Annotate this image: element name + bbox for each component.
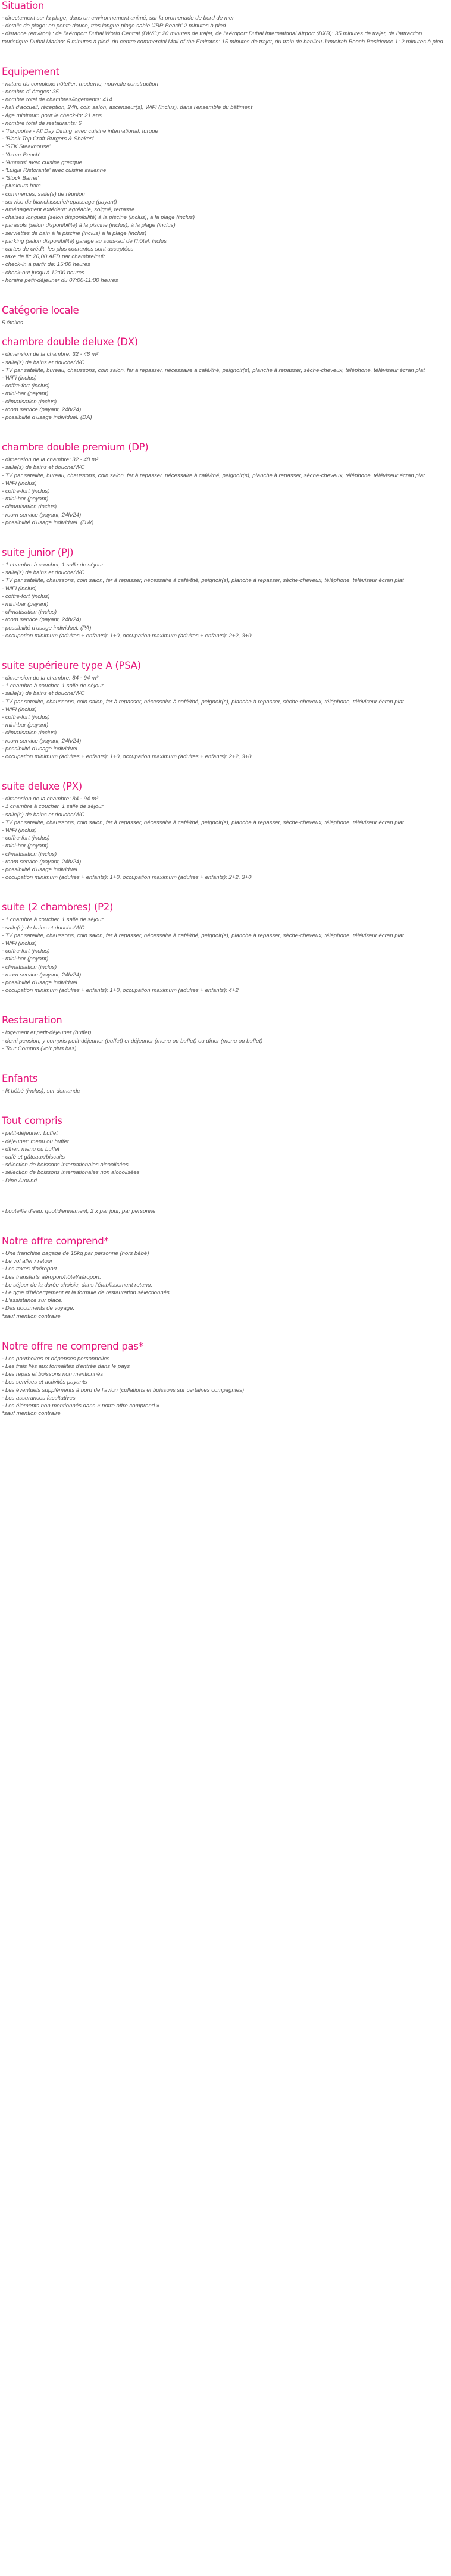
list-item: - distance (environ) : de l'aéroport Dubai World Central (DWC): 20 minutes de trajet, de l'aéroport Dubai International Airport (DXB): 35 minutes de trajet, de l'attraction touristique Dubai Marina: 5 minutes à pied, du centre commercial Mall of the Emirates: 15 minutes de trajet, du train de banlieu Jumeirah Beach Residence 1: 2 minutes à pied	[2, 30, 443, 45]
list-item: - cartes de crédit: les plus courantes sont acceptées	[2, 246, 134, 253]
list-item: - salle(s) de bains et douche/WC	[2, 811, 85, 818]
list-item: - mini-bar (payant)	[2, 722, 49, 729]
section-title: chambre double deluxe (DX)	[2, 336, 138, 348]
section-title: Notre offre ne comprend pas*	[2, 1340, 143, 1352]
section-room-px	[2, 781, 449, 881]
list-item: - salle(s) de bains et douche/WC	[2, 690, 85, 697]
section-categorie	[2, 305, 449, 327]
list-item: - Les repas et boissons non mentionnés	[2, 1371, 104, 1378]
list-item: - sélection de boissons internationales non alcoolisées	[2, 1169, 140, 1176]
list-item: - TV par satellite, bureau, chaussons, coin salon, fer à repasser, nécessaire à café/thé, peignoir(s), planche à repasser, sèche-cheveux, téléphone, téléviseur écran plat	[2, 472, 425, 479]
list-item: - details de plage: en pente douce, très longue plage sable 'JBR Beach' 2 minutes à pied	[2, 23, 226, 30]
list-item: - Une franchise bagage de 15kg par personne (hors bébé)	[2, 1250, 149, 1257]
section-title: suite supérieure type A (PSA)	[2, 659, 141, 671]
list-item: - café et gâteaux/biscuits	[2, 1153, 65, 1160]
section-lines	[2, 795, 449, 881]
list-item: - WiFi (inclus)	[2, 480, 37, 487]
section-room-pj	[2, 547, 449, 640]
list-item: - 1 chambre à coucher, 1 salle de séjour	[2, 561, 104, 568]
list-item: - plusieurs bars	[2, 183, 41, 190]
list-item: - room service (payant, 24h/24)	[2, 737, 82, 744]
list-item: - coffre-fort (inclus)	[2, 593, 50, 600]
list-item: - climatisation (inclus)	[2, 963, 57, 971]
list-item: - Tout Compris (voir plus bas)	[2, 1045, 77, 1052]
list-item: - dimension de la chambre: 32 - 48 m²	[2, 351, 99, 358]
list-item: - Le type d'hébergement et la formule de restauration sélectionnés.	[2, 1289, 171, 1296]
section-title: Enfants	[2, 1073, 38, 1085]
list-item: - Dine Around	[2, 1177, 37, 1184]
section-situation	[2, 0, 449, 46]
section-lines	[2, 14, 449, 46]
list-item: - 'Turquoise - All Day Dining' avec cuisine international, turque	[2, 128, 158, 135]
section-restauration	[2, 1015, 449, 1053]
section-title: Equipement	[2, 65, 59, 77]
list-item: - salle(s) de bains et douche/WC	[2, 924, 85, 931]
list-item: - climatisation (inclus)	[2, 398, 57, 405]
section-room-dp	[2, 442, 449, 527]
list-item: - Le séjour de la durée choisie, dans l'établissement retenu.	[2, 1281, 153, 1288]
list-item: - mini-bar (payant)	[2, 496, 49, 503]
list-item: - dimension de la chambre: 84 - 94 m²	[2, 796, 99, 803]
section-room-p2	[2, 902, 449, 994]
list-item: - climatisation (inclus)	[2, 503, 57, 511]
section-title: Restauration	[2, 1015, 62, 1026]
list-item: - occupation minimum (adultes + enfants): 1+0, occupation maximum (adultes + enfants): 2+2, 3+0	[2, 753, 252, 760]
list-item: - mini-bar (payant)	[2, 956, 49, 963]
list-item: - Les assurances facultatives	[2, 1394, 76, 1401]
list-item: *sauf mention contraire	[2, 1313, 61, 1320]
list-item: - WiFi (inclus)	[2, 706, 37, 713]
list-item: - salle(s) de bains et douche/WC	[2, 464, 85, 471]
list-item: - WiFi (inclus)	[2, 940, 37, 947]
section-title: Situation	[2, 0, 45, 11]
list-item: - 'STK Steakhouse'	[2, 143, 51, 151]
list-item: - WiFi (inclus)	[2, 827, 37, 834]
list-item: - 1 chambre à coucher, 1 salle de séjour	[2, 803, 104, 810]
list-item: - logement et petit-déjeuner (buffet)	[2, 1029, 92, 1037]
list-item: - room service (payant, 24h/24)	[2, 406, 82, 413]
list-item: - mini-bar (payant)	[2, 600, 49, 608]
section-title: suite deluxe (PX)	[2, 781, 82, 793]
list-item: - dimension de la chambre: 32 - 48 m²	[2, 456, 99, 464]
section-lines	[2, 1129, 449, 1184]
list-item: - possibilité d'usage individuel. (DA)	[2, 414, 92, 421]
list-item: - Les frais liés aux formalités d'entrée dans le pays	[2, 1363, 130, 1370]
list-item: - nature du complexe hôtelier: moderne, nouvelle construction	[2, 80, 158, 87]
list-item: - 'Black Top Craft Burgers & Shakes'	[2, 136, 94, 143]
section-offre-comprend	[2, 1235, 449, 1320]
list-item: - Les transferts aéroport/hôtel/aéroport.	[2, 1273, 101, 1281]
list-item: - 'Azure Beach'	[2, 151, 40, 158]
list-item: - check-out jusqu'à 12:00 heures	[2, 269, 84, 276]
section-equipement	[2, 66, 449, 284]
list-item: - 'Stock Barrel'	[2, 175, 39, 182]
list-item: - possibilité d'usage individuel	[2, 745, 77, 752]
list-item: - coffre-fort (inclus)	[2, 948, 50, 955]
list-item: - occupation minimum (adultes + enfants): 1+0, occupation maximum (adultes + enfants): 4+2	[2, 987, 239, 994]
section-lines	[2, 561, 449, 640]
list-item: - mini-bar (payant)	[2, 843, 49, 850]
list-item: - occupation minimum (adultes + enfants): 1+0, occupation maximum (adultes + enfants): 2+2, 3+0	[2, 632, 252, 639]
list-item: - TV par satellite, chaussons, coin salon, fer à repasser, nécessaire à café/thé, peignoir(s), planche à repasser, sèche-cheveux, téléphone, téléviseur écran plat	[2, 698, 404, 705]
list-item: - commerces, salle(s) de réunion	[2, 190, 85, 198]
list-item: - room service (payant, 24h/24)	[2, 971, 82, 978]
list-item: - climatisation (inclus)	[2, 850, 57, 857]
list-item: - salle(s) de bains et douche/WC	[2, 569, 85, 577]
list-item: - aménagement extérieur: agréable, soigné, terrasse	[2, 206, 135, 214]
section-offre-ne-comprend-pas	[2, 1341, 449, 1418]
list-item: - possibilité d'usage individuel	[2, 866, 77, 874]
list-item: - room service (payant, 24h/24)	[2, 858, 82, 865]
section-title: chambre double premium (DP)	[2, 442, 149, 453]
list-item: - TV par satellite, chaussons, coin salon, fer à repasser, nécessaire à café/thé, peignoir(s), planche à repasser, sèche-cheveux, téléphone, téléviseur écran plat	[2, 577, 404, 584]
list-item: - mini-bar (payant)	[2, 390, 49, 397]
list-item: - Les services et activités payants	[2, 1379, 87, 1386]
list-item: - petit-déjeuner: buffet	[2, 1130, 58, 1137]
list-item: - possibilité d'usage individuel. (DW)	[2, 519, 94, 526]
section-lines	[2, 916, 449, 994]
list-item: - possibilité d'usage individuel. (PA)	[2, 624, 92, 631]
section-room-psa	[2, 660, 449, 760]
list-item: - nombre total de restaurants: 6	[2, 120, 82, 127]
list-item: - TV par satellite, bureau, chaussons, coin salon, fer à repasser, nécessaire à café/thé, peignoir(s), planche à repasser, sèche-cheveux, téléphone, téléviseur écran plat	[2, 367, 425, 374]
list-item: - L'assistance sur place.	[2, 1297, 63, 1304]
list-item: *sauf mention contraire	[2, 1410, 61, 1417]
list-item: - nombre total de chambres/logements: 414	[2, 96, 112, 104]
list-item: - Les pourboires et dépenses personnelles	[2, 1355, 110, 1362]
list-item: - parasols (selon disponibilité) à la piscine (inclus), à la plage (inclus)	[2, 222, 176, 229]
note-line: - bouteille d'eau: quotidiennement, 2 x par jour, par personne	[2, 1207, 156, 1215]
list-item: - directement sur la plage, dans un environnement animé, sur la promenade de bord de mer	[2, 15, 234, 21]
list-item: - climatisation (inclus)	[2, 609, 57, 616]
list-item: - WiFi (inclus)	[2, 585, 37, 592]
list-item: - salle(s) de bains et douche/WC	[2, 359, 85, 366]
section-lines	[2, 674, 449, 760]
list-item: - 'Luigia Ristorante' avec cuisine italienne	[2, 167, 107, 174]
section-title: Catégorie locale	[2, 305, 79, 317]
list-item: - Les éléments non mentionnés dans « notre offre comprend »	[2, 1402, 160, 1409]
section-lines	[2, 1355, 449, 1418]
section-lines	[2, 350, 449, 421]
section-title: suite junior (PJ)	[2, 546, 74, 558]
list-item: - Les taxes d'aéroport.	[2, 1266, 59, 1273]
list-item: - room service (payant, 24h/24)	[2, 511, 82, 518]
section-title: suite (2 chambres) (P2)	[2, 902, 114, 913]
list-item: - déjeuner: menu ou buffet	[2, 1138, 69, 1145]
list-item: - Le vol aller / retour	[2, 1258, 53, 1265]
section-lines	[2, 1087, 449, 1095]
list-item: - chaises longues (selon disponibilité) à la piscine (inclus), à la plage (inclus)	[2, 214, 195, 221]
list-item: - âge minimum pour le check-in: 21 ans	[2, 112, 102, 119]
section-lines	[2, 319, 449, 327]
section-room-dx	[2, 336, 449, 421]
list-item: - sélection de boissons internationales alcoolisées	[2, 1162, 129, 1169]
list-item: - room service (payant, 24h/24)	[2, 616, 82, 624]
list-item: - coffre-fort (inclus)	[2, 835, 50, 842]
list-item: - nombre d' étages: 35	[2, 89, 59, 96]
list-item: - parking (selon disponibilité) garage au sous-sol de l'hôtel: inclus	[2, 237, 167, 245]
section-lines	[2, 1029, 449, 1053]
list-item: - serviettes de bain à la piscine (inclus) à la plage (inclus)	[2, 230, 147, 237]
section-tout-compris	[2, 1115, 449, 1215]
section-lines	[2, 80, 449, 284]
list-item: - coffre-fort (inclus)	[2, 487, 50, 494]
list-item: - taxe de lit: 20,00 AED par chambre/nuit	[2, 253, 105, 261]
list-item: - occupation minimum (adultes + enfants): 1+0, occupation maximum (adultes + enfants): 2+2, 3+0	[2, 874, 252, 881]
list-item: 5 étoiles	[2, 320, 23, 327]
section-enfants	[2, 1073, 449, 1095]
list-item: - Les éventuels suppléments à bord de l'avion (collations et boissons sur certaines compagnies)	[2, 1386, 245, 1394]
list-item: - TV par satellite, chaussons, coin salon, fer à repasser, nécessaire à café/thé, peignoir(s), planche à repasser, sèche-cheveux, téléphone, téléviseur écran plat	[2, 932, 404, 939]
section-title: Notre offre comprend*	[2, 1235, 109, 1247]
section-lines	[2, 456, 449, 527]
list-item: - lit bébé (inclus), sur demande	[2, 1088, 80, 1095]
section-lines	[2, 1250, 449, 1320]
list-item: - dimension de la chambre: 84 - 94 m²	[2, 674, 99, 681]
list-item: - coffre-fort (inclus)	[2, 383, 50, 390]
section-title: Tout compris	[2, 1115, 62, 1127]
list-item: - dîner: menu ou buffet	[2, 1145, 60, 1153]
list-item: - horaire petit-déjeuner du 07:00-11:00 heures	[2, 277, 118, 284]
list-item: - 1 chambre à coucher, 1 salle de séjour	[2, 916, 104, 924]
list-item: - climatisation (inclus)	[2, 730, 57, 737]
list-item: - possibilité d'usage individuel	[2, 979, 77, 987]
list-item: - 'Ammos' avec cuisine grecque	[2, 159, 82, 166]
list-item: - TV par satellite, chaussons, coin salon, fer à repasser, nécessaire à café/thé, peignoir(s), planche à repasser, sèche-cheveux, téléphone, téléviseur écran plat	[2, 819, 404, 826]
list-item: - Des documents de voyage.	[2, 1305, 75, 1312]
list-item: - WiFi (inclus)	[2, 374, 37, 381]
list-item: - coffre-fort (inclus)	[2, 714, 50, 721]
list-item: - 1 chambre à coucher, 1 salle de séjour	[2, 683, 104, 690]
list-item: - check-in à partir de: 15:00 heures	[2, 261, 90, 268]
list-item: - demi pension, y compris petit-déjeuner (buffet) et déjeuner (menu ou buffet) ou dîner (menu ou buffet)	[2, 1037, 263, 1044]
list-item: - service de blanchisserie/repassage (payant)	[2, 198, 117, 205]
list-item: - hall d'accueil, réception, 24h, coin salon, ascenseur(s), WiFi (inclus), dans l'ensemble du bâtiment	[2, 104, 253, 111]
water-note	[2, 1207, 449, 1215]
